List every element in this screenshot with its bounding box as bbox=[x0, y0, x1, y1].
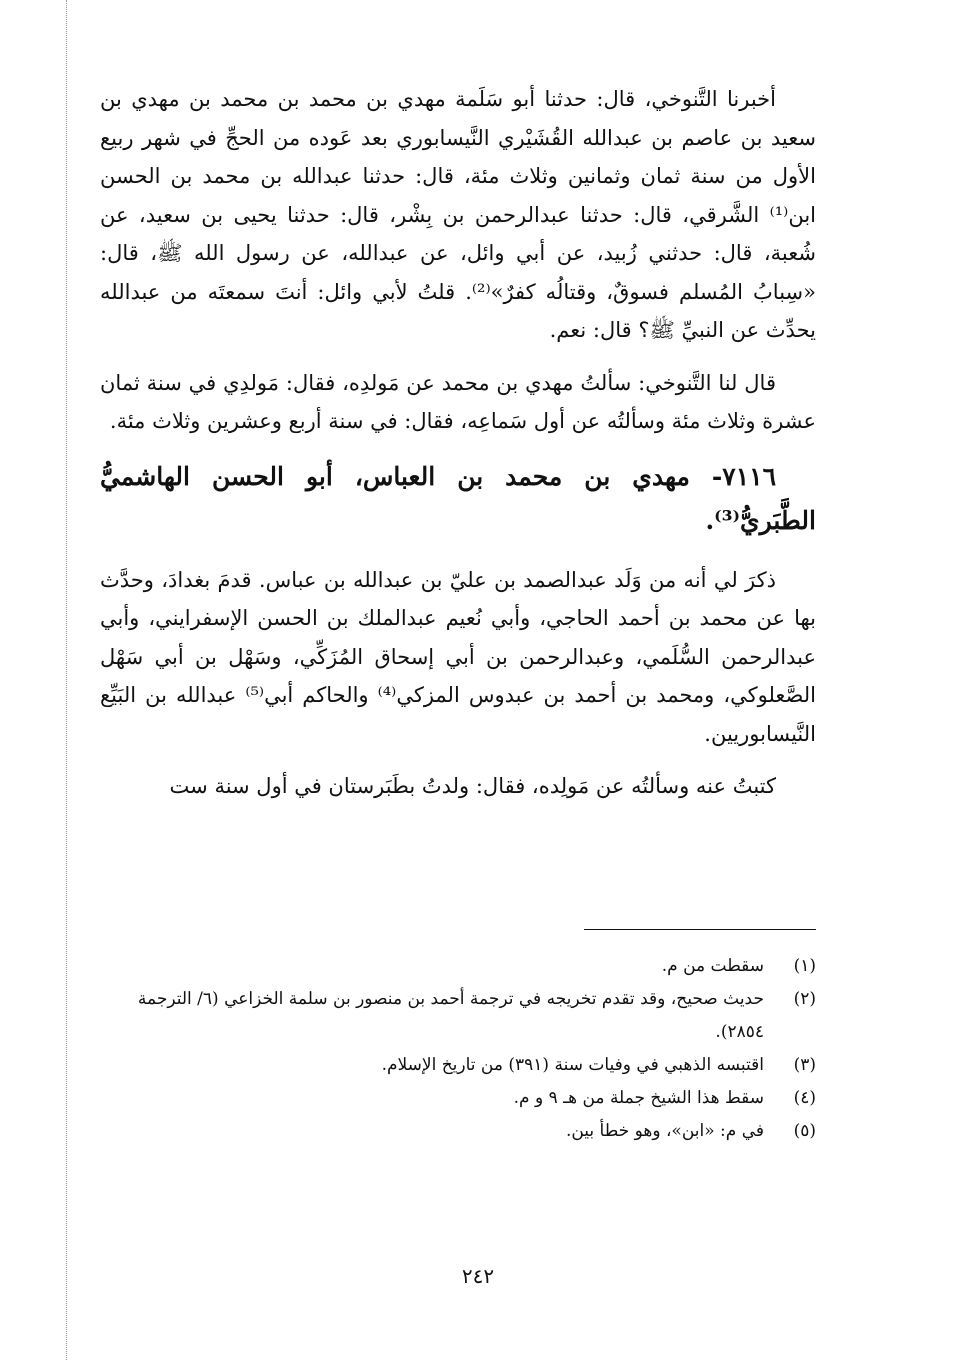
footnote bbox=[100, 1115, 816, 1148]
footnote-text: في م: «ابن»، وهو خطأ بين. bbox=[565, 1121, 764, 1141]
footnote bbox=[100, 983, 816, 1049]
footnotes bbox=[100, 950, 816, 1148]
footnote-separator bbox=[584, 929, 816, 930]
footnote-number: (٢) bbox=[793, 989, 816, 1009]
footnote-number: (١) bbox=[793, 956, 816, 976]
footnote-number: (٥) bbox=[793, 1121, 816, 1141]
footnote-number: (٣) bbox=[793, 1055, 816, 1075]
footnote-text: حديث صحيح، وقد تقدم تخريجه في ترجمة أحمد بن منصور بن سلمة الخزاعي (٦/ الترجمة ٢٨٥٤). bbox=[137, 989, 764, 1042]
entry-heading: ٧١١٦- مهدي بن محمد بن العباس، أبو الحسن الهاشميُّ الطَّبَريُّ⁽³⁾. bbox=[100, 461, 816, 535]
entry-paragraph-2: كتبتُ عنه وسألتُه عن مَولِده، فقال: ولدتُ بطَبَرستان في أول سنة ست bbox=[169, 774, 776, 798]
footnote-text: سقط هذا الشيخ جملة من هـ ٩ و م. bbox=[513, 1088, 764, 1108]
entry-paragraph-1: ذكرَ لي أنه من وَلَد عبدالصمد بن عليّ بن عبدالله بن عباس. قدمَ بغدادَ، وحدَّث بها عن محمد بن أحمد الحاجي، وأبي نُعيم عبدالملك بن الحسن الإسفرايني، وأبي عبدالرحمن السُّلَمي، وعبدالرحمن بن أبي إسحاق المُزَكِّي، وسَهْل بن أبي سَهْل الصَّعلوكي، ومحمد بن أحمد بن عبدوس المزكي⁽⁴⁾ والحاكم أبي⁽⁵⁾ عبدالله بن البَيِّع النَّيسابوريين. bbox=[100, 567, 816, 746]
body-paragraph-1: أخبرنا التَّنوخي، قال: حدثنا أبو سَلَمة مهدي بن محمد بن محمد بن مهدي بن سعيد بن عاصم بن عبدالله القُشَيْري النَّيسابوري بعد عَوده من الحجِّ في شهر ربيع الأول من سنة ثمان وثمانين وثلاث مئة، قال: حدثنا عبدالله بن محمد بن الحسن ابن⁽¹⁾ الشَّرقي، قال: حدثنا عبدالرحمن بن بِشْر، قال: حدثنا يحيى بن سعيد، عن شُعبة، قال: حدثني زُبيد، عن أبي وائل، عن عبدالله، عن رسول الله ﷺ، قال: «سِبابُ المُسلم فسوقٌ، وقتالُه كفرٌ»⁽²⁾. قلتُ لأبي وائل: أنتَ سمعتَه من عبدالله يحدِّث عن النبيِّ ﷺ؟ قال: نعم. bbox=[100, 87, 816, 342]
footnote bbox=[100, 1082, 816, 1115]
main-text bbox=[100, 80, 816, 806]
footnote-text: سقطت من م. bbox=[661, 956, 764, 976]
scan-edge-mark bbox=[66, 0, 67, 1360]
footnote bbox=[100, 950, 816, 983]
page-number: ٢٤٢ bbox=[461, 1264, 495, 1288]
footnote-text: اقتبسه الذهبي في وفيات سنة (٣٩١) من تاريخ الإسلام. bbox=[381, 1055, 764, 1075]
body-paragraph-2: قال لنا التَّنوخي: سألتُ مهدي بن محمد عن مَولدِه، فقال: مَولدِي في سنة ثمان عشرة وثلاث مئة وسألتُه عن أول سَماعِه، فقال: في سنة أربع وعشرين وثلاث مئة. bbox=[100, 370, 816, 433]
footnote bbox=[100, 1049, 816, 1082]
footnote-number: (٤) bbox=[793, 1088, 816, 1108]
